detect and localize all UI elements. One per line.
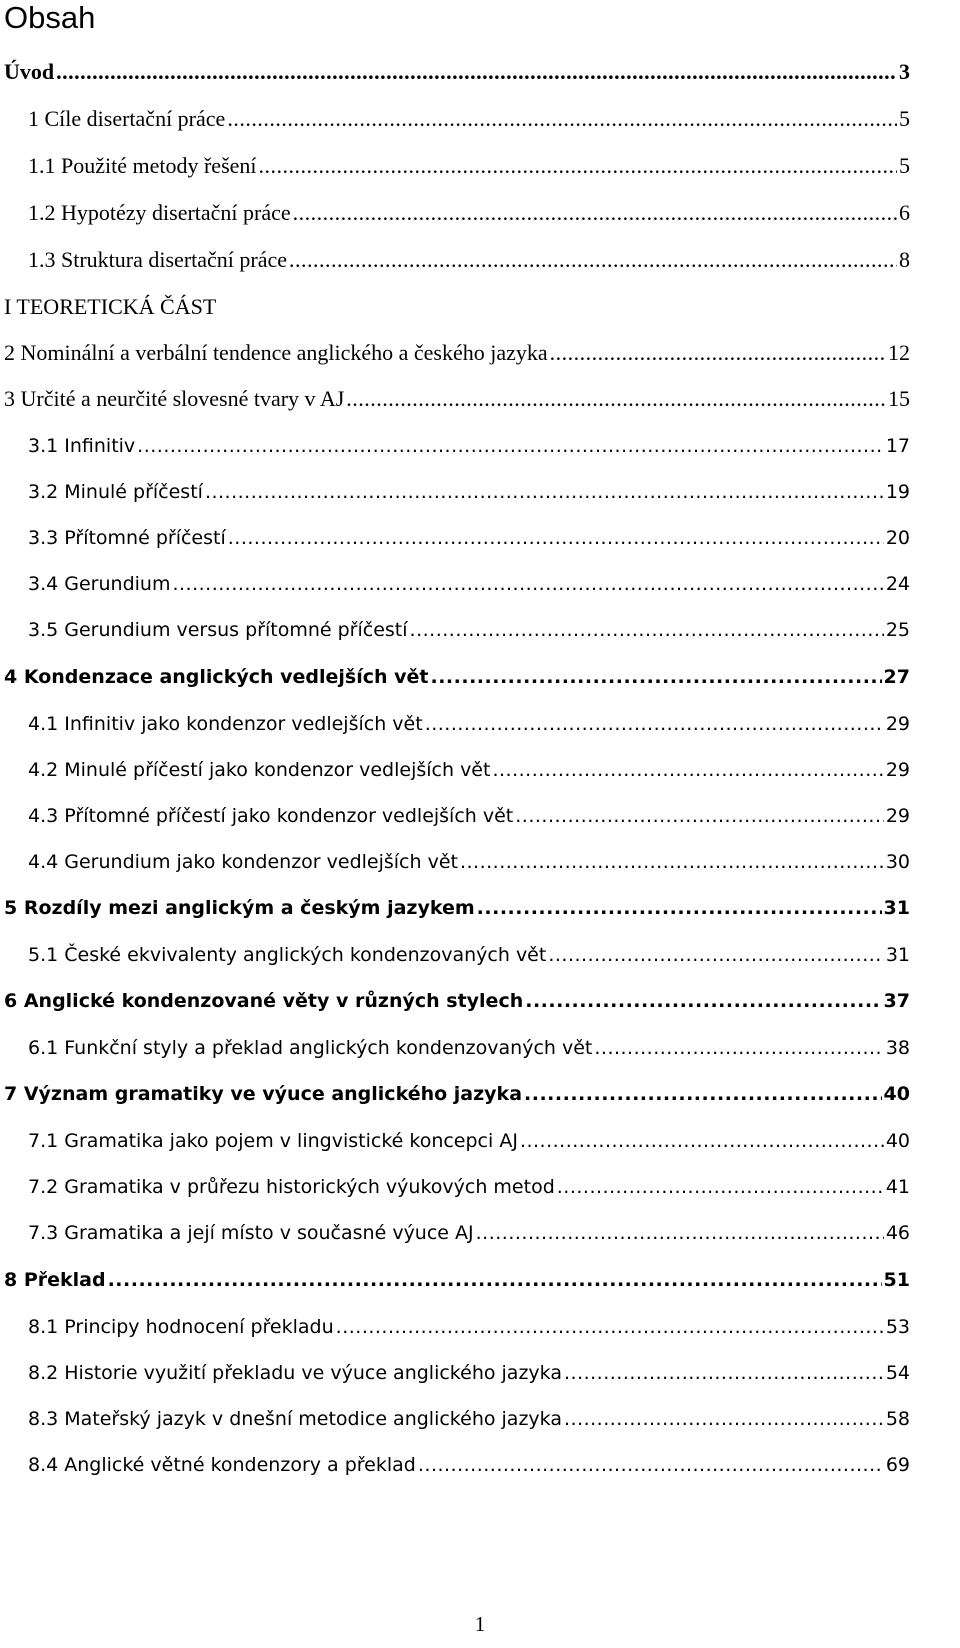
toc-entry-7[interactable] [4, 1076, 910, 1112]
toc-entry-page: 17 [885, 435, 910, 457]
toc-entry-6[interactable] [4, 983, 910, 1019]
dot-leader [548, 937, 883, 973]
toc-entry-label: 5.1 České ekvivalenty anglických kondenzovaných vět [28, 944, 547, 966]
dot-leader [550, 335, 886, 371]
toc-entry-page: 51 [883, 1269, 910, 1291]
dot-leader [227, 101, 897, 137]
toc-entry-7-1[interactable] [28, 1123, 910, 1159]
toc-entry-1-2[interactable] [28, 195, 910, 231]
toc-entry-page: 69 [885, 1454, 910, 1476]
toc-entry-label: 3.1 Infinitiv [28, 435, 136, 457]
toc-entry-page: 30 [885, 851, 910, 873]
toc-entry-page: 27 [883, 666, 910, 688]
toc-entry-1-1[interactable] [28, 148, 910, 184]
toc-entry-label: 3.4 Gerundium [28, 573, 171, 595]
toc-entry-page: 40 [883, 1083, 910, 1105]
toc-entry-8-2[interactable] [28, 1355, 910, 1391]
toc-entry-page: 31 [885, 944, 910, 966]
toc-entry-label: 7 Význam gramatiky ve výuce anglického jazyka [4, 1083, 523, 1105]
toc-entry-6-1[interactable] [28, 1030, 910, 1066]
toc-entry-4[interactable] [4, 659, 910, 695]
dot-leader [525, 983, 881, 1019]
toc-entry-label: 4.3 Přítomné příčestí jako kondenzor vedlejších vět [28, 805, 514, 827]
dot-leader [425, 706, 884, 742]
toc-entry-3-1[interactable] [28, 428, 910, 464]
dot-leader [515, 798, 884, 834]
dot-leader [56, 54, 897, 90]
dot-leader [205, 474, 884, 510]
toc-entry-label: 5 Rozdíly mezi anglickým a českým jazykem [4, 897, 475, 919]
toc-entry-4-3[interactable] [28, 798, 910, 834]
toc-entry-2[interactable] [4, 335, 910, 371]
toc-entry-page: 5 [899, 106, 910, 131]
toc-part-label: I TEORETICKÁ ČÁST [4, 294, 217, 319]
toc-entry-page: 15 [888, 386, 910, 411]
dot-leader [346, 381, 886, 417]
toc-entry-page: 37 [883, 990, 910, 1012]
toc-entry-page: 25 [885, 619, 910, 641]
toc-entry-page: 53 [885, 1316, 910, 1338]
toc-entry-label: 8.1 Principy hodnocení překladu [28, 1316, 334, 1338]
dot-leader [293, 195, 897, 231]
toc-entry-8-1[interactable] [28, 1309, 910, 1345]
toc-entry-3[interactable] [4, 381, 910, 417]
toc-entry-7-3[interactable] [28, 1215, 910, 1251]
dot-leader [492, 752, 883, 788]
toc-entry-label: 6 Anglické kondenzované věty v různých stylech [4, 990, 524, 1012]
toc-entry-1[interactable] [28, 101, 910, 137]
toc-entry-page: 5 [899, 153, 910, 178]
dot-leader [108, 1262, 882, 1298]
toc-entry-page: 29 [885, 759, 910, 781]
toc-entry-3-3[interactable] [28, 520, 910, 556]
toc-entry-label: 4.2 Minulé příčestí jako kondenzor vedlejších vět [28, 759, 491, 781]
toc-entry-page: 58 [885, 1408, 910, 1430]
dot-leader [557, 1169, 884, 1205]
page-number-footer: 1 [474, 1612, 486, 1636]
toc-entry-label: 1.3 Struktura disertační práce [28, 247, 288, 272]
toc-entry-5-1[interactable] [28, 937, 910, 973]
dot-leader [477, 890, 882, 926]
toc-entry-page: 41 [885, 1176, 910, 1198]
toc-entry-label: 3 Určité a neurčité slovesné tvary v AJ [4, 386, 345, 411]
dot-leader [137, 428, 884, 464]
toc-entry-label: 3.3 Přítomné příčestí [28, 527, 226, 549]
toc-entry-label: 1.2 Hypotézy disertační práce [28, 200, 291, 225]
toc-entry-page: 38 [885, 1037, 910, 1059]
toc-part-heading [4, 289, 910, 325]
toc-entry-label: 4 Kondenzace anglických vedlejších vět [4, 666, 429, 688]
toc-entry-label: 8.2 Historie využití překladu ve výuce anglického jazyka [28, 1362, 562, 1384]
toc-heading: Obsah [4, 0, 96, 35]
dot-leader [520, 1123, 884, 1159]
toc-entry-page: 40 [885, 1130, 910, 1152]
dot-leader [431, 659, 882, 695]
toc-entry-page: 46 [885, 1222, 910, 1244]
dot-leader [289, 242, 897, 278]
toc-entry-label: 6.1 Funkční styly a překlad anglických kondenzovaných vět [28, 1037, 593, 1059]
toc-entry-label: 3.5 Gerundium versus přítomné příčestí [28, 619, 408, 641]
toc-entry-3-4[interactable] [28, 566, 910, 602]
toc-entry-page: 29 [885, 805, 910, 827]
toc-entry-label: 3.2 Minulé příčestí [28, 481, 203, 503]
dot-leader [460, 844, 884, 880]
toc-entry-label: 7.2 Gramatika v průřezu historických výukových metod [28, 1176, 555, 1198]
toc-entry-label: 8 Překlad [4, 1269, 106, 1291]
dot-leader [564, 1355, 884, 1391]
dot-leader [410, 612, 884, 648]
toc-entry-uvod[interactable] [4, 54, 910, 90]
dot-leader [259, 148, 897, 184]
toc-entry-1-3[interactable] [28, 242, 910, 278]
dot-leader [564, 1401, 884, 1437]
toc-entry-page: 19 [885, 481, 910, 503]
toc-entry-label: 8.4 Anglické větné kondenzory a překlad [28, 1454, 416, 1476]
toc-entry-label: Úvod [4, 59, 55, 84]
toc-entry-page: 8 [899, 247, 910, 272]
toc-entry-label: 1.1 Použité metody řešení [28, 153, 257, 178]
toc-entry-page: 24 [885, 573, 910, 595]
toc-entry-5[interactable] [4, 890, 910, 926]
toc-entry-label: 7.3 Gramatika a její místo v současné výuce AJ [28, 1222, 474, 1244]
toc-entry-3-2[interactable] [28, 474, 910, 510]
toc-entry-4-2[interactable] [28, 752, 910, 788]
toc-entry-8-3[interactable] [28, 1401, 910, 1437]
toc-entry-label: 2 Nominální a verbální tendence anglického a českého jazyka [4, 340, 548, 365]
dot-leader [336, 1309, 884, 1345]
dot-leader [418, 1447, 884, 1483]
toc-entry-label: 4.1 Infinitiv jako kondenzor vedlejších vět [28, 713, 423, 735]
toc-entry-8[interactable] [4, 1262, 910, 1298]
dot-leader [476, 1215, 884, 1251]
toc-entry-page: 6 [899, 200, 910, 225]
toc-entry-3-5[interactable] [28, 612, 910, 648]
toc-entry-8-4[interactable] [28, 1447, 910, 1483]
toc-entry-page: 3 [899, 59, 910, 84]
toc-entry-page: 31 [883, 897, 910, 919]
toc-entry-label: 8.3 Mateřský jazyk v dnešní metodice anglického jazyka [28, 1408, 562, 1430]
toc-entry-label: 4.4 Gerundium jako kondenzor vedlejších vět [28, 851, 458, 873]
toc-entry-7-2[interactable] [28, 1169, 910, 1205]
toc-entry-4-4[interactable] [28, 844, 910, 880]
toc-entry-page: 12 [888, 340, 910, 365]
toc-entry-page: 20 [885, 527, 910, 549]
dot-leader [172, 566, 883, 602]
dot-leader [228, 520, 884, 556]
toc-entry-4-1[interactable] [28, 706, 910, 742]
toc-entry-page: 54 [885, 1362, 910, 1384]
dot-leader [594, 1030, 883, 1066]
toc-entry-page: 29 [885, 713, 910, 735]
dot-leader [524, 1076, 882, 1112]
toc-entry-label: 1 Cíle disertační práce [28, 106, 226, 131]
toc-entry-label: 7.1 Gramatika jako pojem v lingvistické koncepci AJ [28, 1130, 518, 1152]
